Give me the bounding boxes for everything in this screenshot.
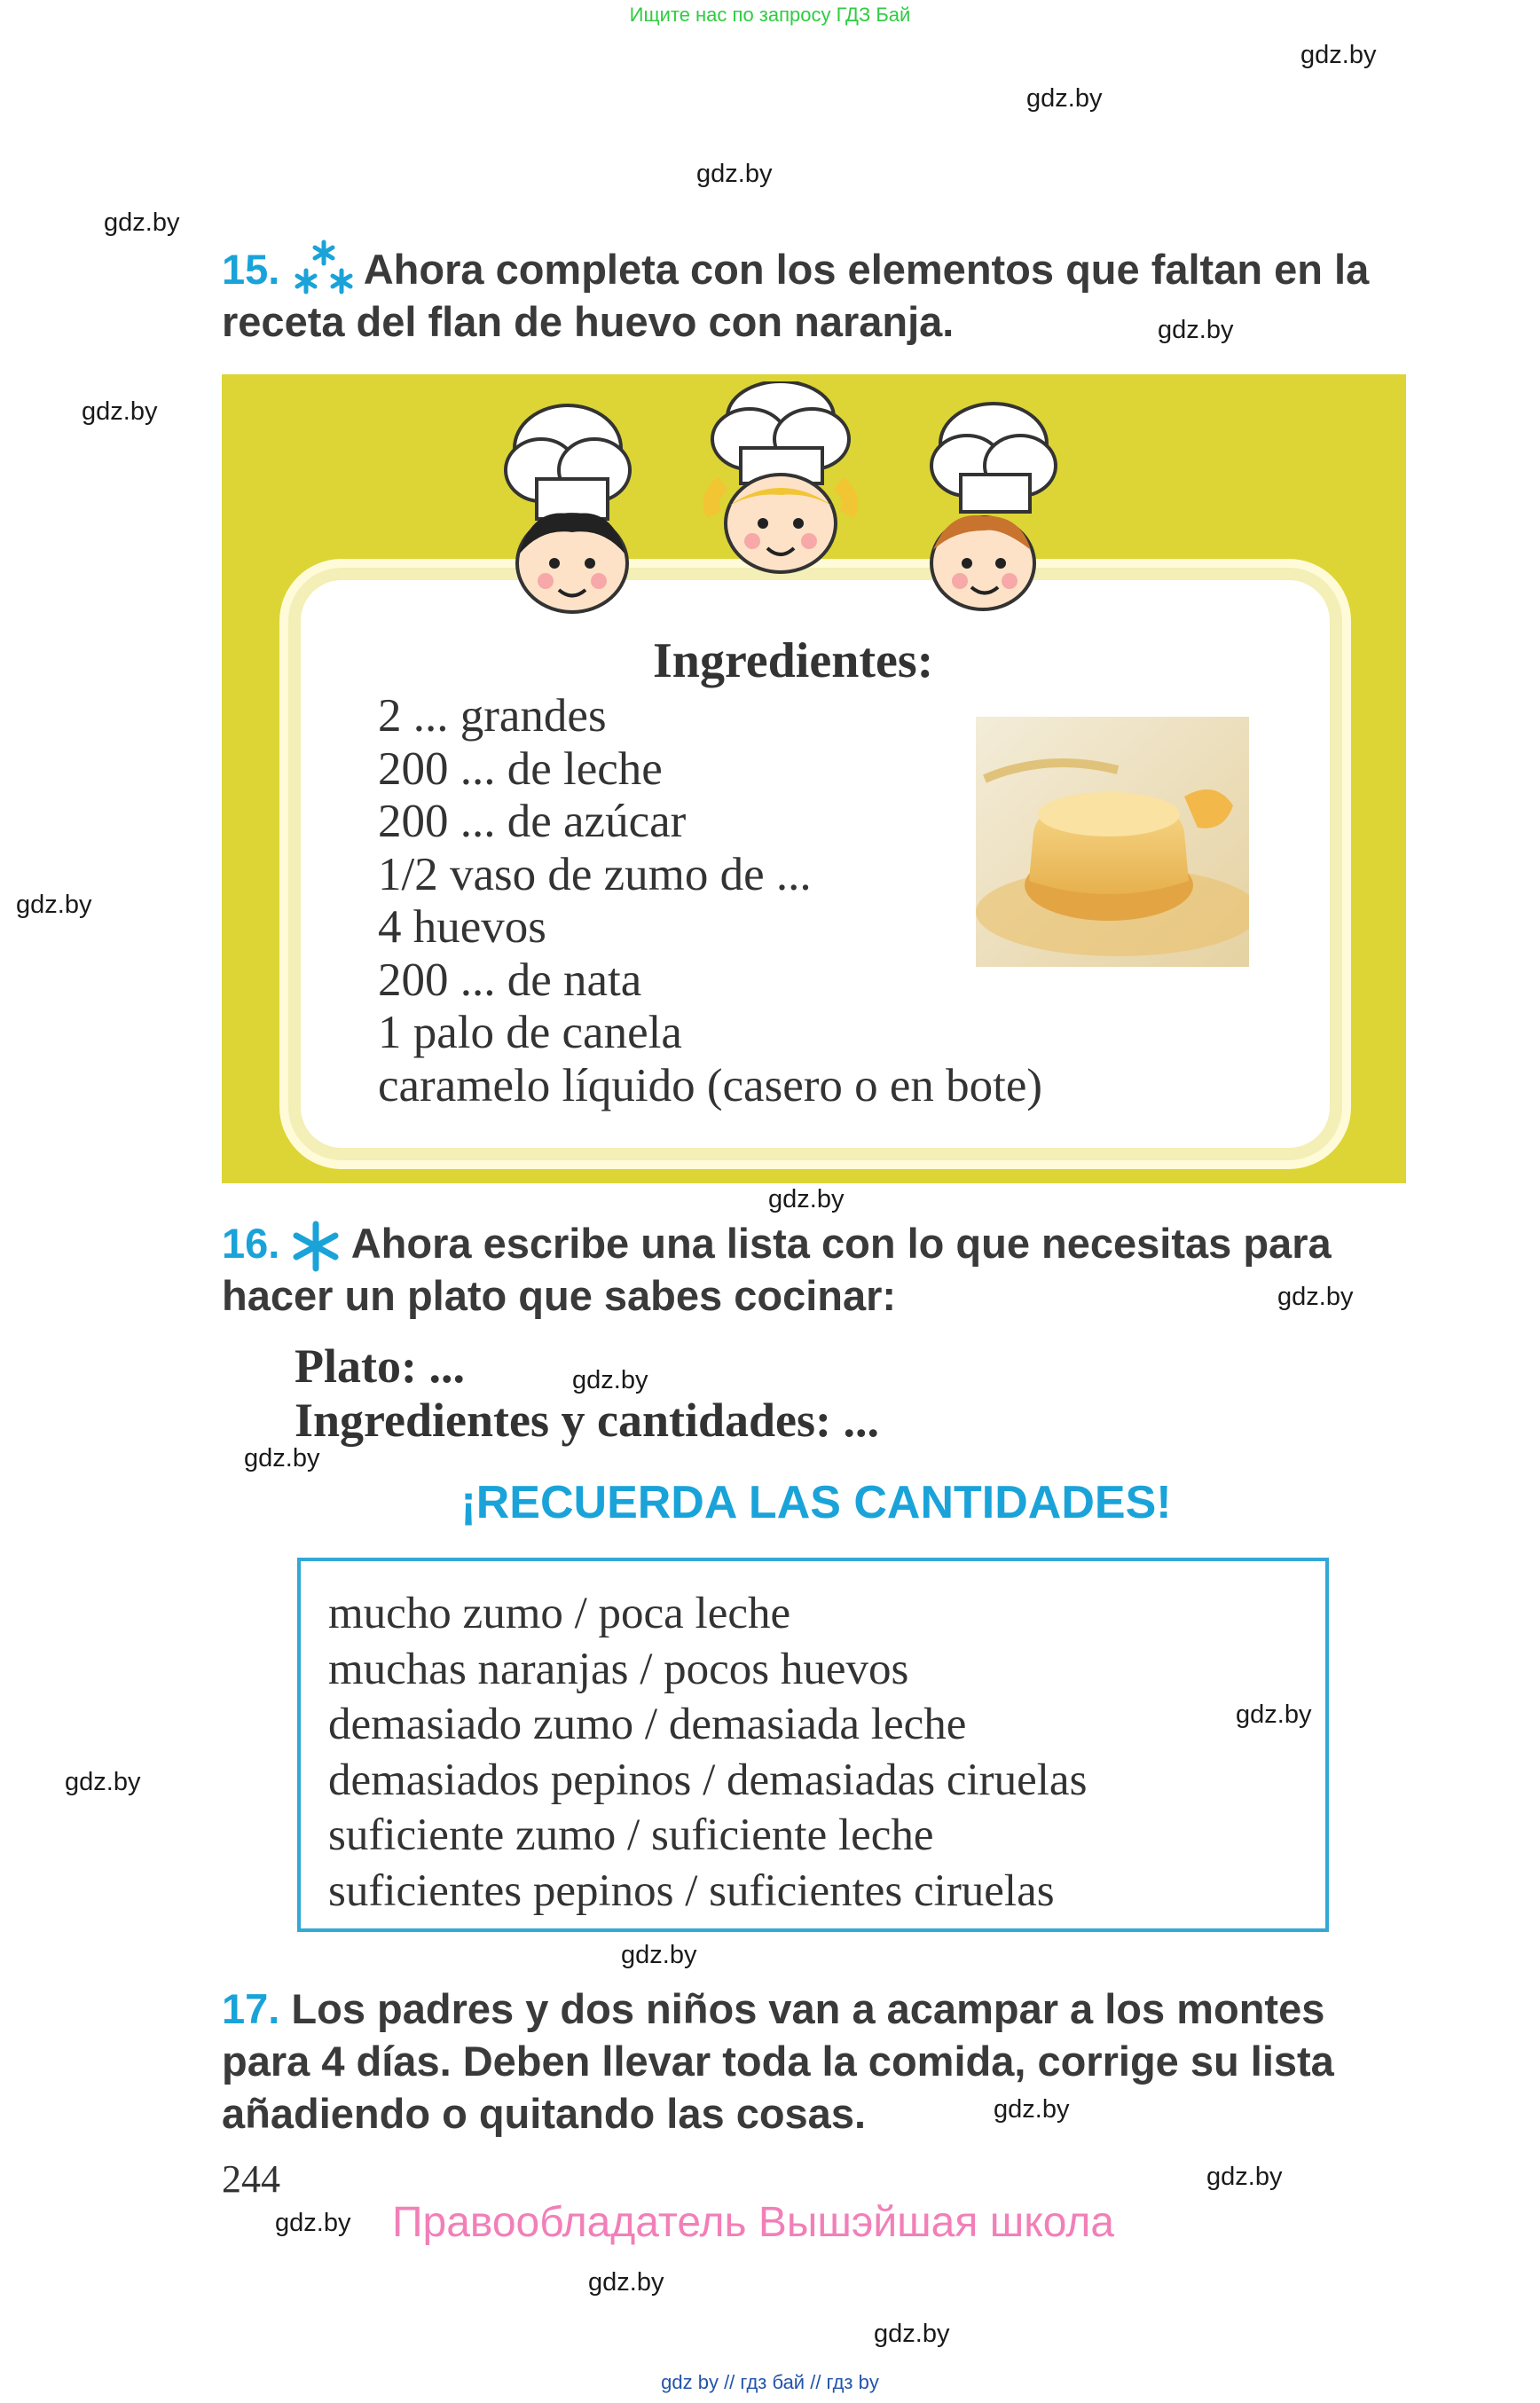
triple-asterisk-icon <box>291 251 353 295</box>
flan-photo <box>976 717 1249 967</box>
list-item: caramelo líquido (casero o en bote) <box>378 1059 1043 1111</box>
exercise-text: Ahora completa con los elementos que faltan en la receta del flan de huevo con naranja. <box>222 246 1370 345</box>
list-item: 1/2 vaso de zumo de ... <box>378 848 812 900</box>
watermark: gdz.by <box>244 1444 320 1472</box>
top-banner[interactable]: Ищите нас по запросу ГДЗ Бай <box>629 4 911 26</box>
watermark: gdz.by <box>1206 2163 1283 2191</box>
list-item: demasiado zumo / demasiada leche <box>328 1700 967 1749</box>
watermark: gdz.by <box>82 397 158 426</box>
watermark: gdz.by <box>1300 41 1377 69</box>
quantities-list <box>328 1586 1087 1919</box>
answer-template <box>295 1339 879 1448</box>
watermark: gdz.by <box>65 1768 141 1796</box>
watermark: gdz.by <box>696 160 773 188</box>
exercise-15-title <box>222 243 1410 348</box>
plato-line: Plato: ... <box>295 1339 465 1393</box>
list-item: 200 ... de azúcar <box>378 796 687 847</box>
recuerda-heading: ¡RECUERDA LAS CANTIDADES! <box>460 1477 1172 1528</box>
asterisk-icon <box>291 1227 341 1268</box>
exercise-17-title <box>222 1983 1410 2140</box>
exercise-text: Los padres y dos niños van a acampar a los montes para 4 días. Deben llevar toda la comida, corrige su lista añadiendo o quitando las cosas. <box>222 1985 1334 2137</box>
list-item: suficientes pepinos / suficientes ciruelas <box>328 1865 1055 1916</box>
footer-links[interactable]: gdz by // гдз бай // гдз by <box>661 2371 879 2393</box>
list-item: demasiados pepinos / demasiadas ciruelas <box>328 1755 1088 1805</box>
watermark: gdz.by <box>588 2268 664 2297</box>
ingredient-list <box>378 690 1042 1112</box>
watermark: gdz.by <box>104 208 180 237</box>
ingredients-line: Ingredientes y cantidades: ... <box>295 1394 880 1447</box>
page-number: 244 <box>222 2157 280 2201</box>
watermark: gdz.by <box>275 2209 351 2237</box>
list-item: 200 ... de nata <box>378 954 642 1006</box>
watermark: gdz.by <box>874 2320 950 2348</box>
list-item: mucho zumo / poca leche <box>328 1589 791 1638</box>
copyright-notice: Правообладатель Вышэйшая школа <box>392 2199 1115 2246</box>
exercise-number: 17. <box>222 1985 280 2032</box>
exercise-number: 16. <box>222 1220 280 1267</box>
list-item: 2 ... grandes <box>378 690 607 742</box>
list-item: muchas naranjas / pocos huevos <box>328 1644 909 1694</box>
list-item: 200 ... de leche <box>378 742 663 795</box>
watermark: gdz.by <box>768 1185 845 1213</box>
watermark: gdz.by <box>1026 84 1103 113</box>
recipe-title: Ingredientes: <box>653 633 934 688</box>
exercise-text: Ahora escribe una lista con lo que necesitas para hacer un plato que sabes cocinar: <box>222 1220 1332 1319</box>
watermark: gdz.by <box>1236 1700 1312 1729</box>
list-item: 4 huevos <box>378 901 546 953</box>
chef-kids-illustration <box>470 381 1091 630</box>
list-item: suficiente zumo / suficiente leche <box>328 1810 934 1860</box>
watermark: gdz.by <box>1277 1283 1354 1311</box>
exercise-number: 15. <box>222 246 280 293</box>
exercise-16-title <box>222 1217 1410 1322</box>
watermark: gdz.by <box>16 891 92 919</box>
watermark: gdz.by <box>1158 316 1234 344</box>
watermark: gdz.by <box>994 2095 1070 2124</box>
watermark: gdz.by <box>572 1366 648 1394</box>
list-item: 1 palo de canela <box>378 1007 682 1058</box>
watermark: gdz.by <box>621 1941 697 1969</box>
